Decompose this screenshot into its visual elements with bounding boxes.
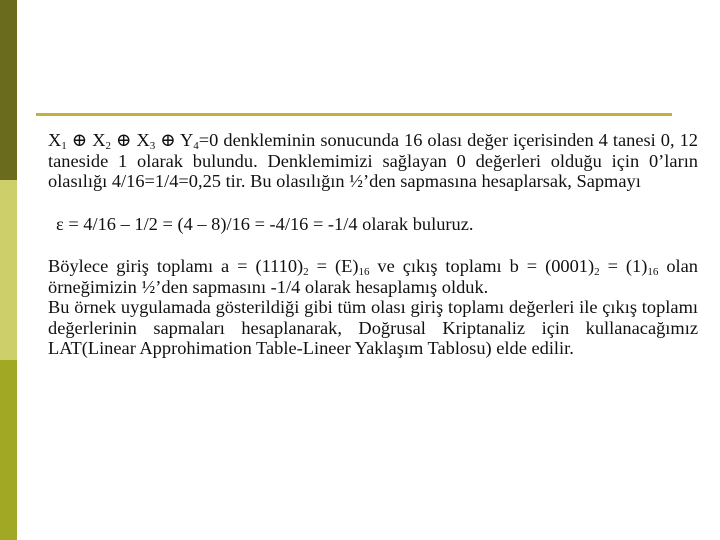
result-text-5: olan örneğimizin ½’den sapmasını -1/4 olarak hesaplamış olduk. [48,256,699,297]
var-x3: X [136,130,150,150]
side-band-top [0,0,17,180]
xor-formula [48,130,218,150]
var-x2: X [92,130,106,150]
epsilon-equation: ε = 4/16 – 1/2 = (4 – 8)/16 = -4/16 = -1/4 olarak buluruz. [56,213,474,234]
paragraph-1-text: denkleminin sonucunda 16 olası değer içerisinden 4 tanesi 0, 12 taneside 1 olarak bulundu. Denklemimizi sağlayan 0 değerleri olduğu için 0’ların olasılığı 4/16=1/4=0,25 tir. Bu olasılığın ½’den sapmasına hesaplarsak, Sapmayı [48,130,698,191]
title-divider [36,113,672,116]
result-text-3: ve çıkış toplamı b = (0001) [369,256,595,276]
result-sub-3: 2 [594,266,600,278]
var-x2-sub: 2 [105,140,112,152]
side-band-bottom [0,360,17,540]
xor-symbol: ⊕ [116,130,132,150]
result-sub-1: 2 [303,266,309,278]
var-x1-sub: 1 [61,140,67,152]
side-band-middle [0,180,17,360]
var-x1: X [48,130,62,150]
slide-body [48,130,698,359]
var-y4-sub: 4 [193,140,199,152]
formula-equals: =0 [198,130,219,150]
paragraph-xor-equation [48,130,698,192]
paragraph-lat: Bu örnek uygulamada gösterildiği gibi tüm olası giriş toplamı değerleri ile çıkış toplamı değerlerinin sapmaları hesaplanarak, Doğrusal Kriptanaliz için kullanacağımız LAT(Linear Approhimation Table-Lineer Yaklaşım Tablosu) elde edilir. [48,297,698,358]
xor-symbol: ⊕ [71,130,88,150]
xor-symbol: ⊕ [160,130,176,150]
var-x3-sub: 3 [149,140,156,152]
result-sub-4: 16 [647,266,659,278]
paragraph-result [48,256,698,297]
result-text-2: = (E) [308,256,359,276]
result-text-4: = (1) [599,256,648,276]
result-sub-2: 16 [358,266,370,278]
result-text-1: Böylece giriş toplamı a = (1110) [48,256,304,276]
var-y4: Y [180,130,194,150]
